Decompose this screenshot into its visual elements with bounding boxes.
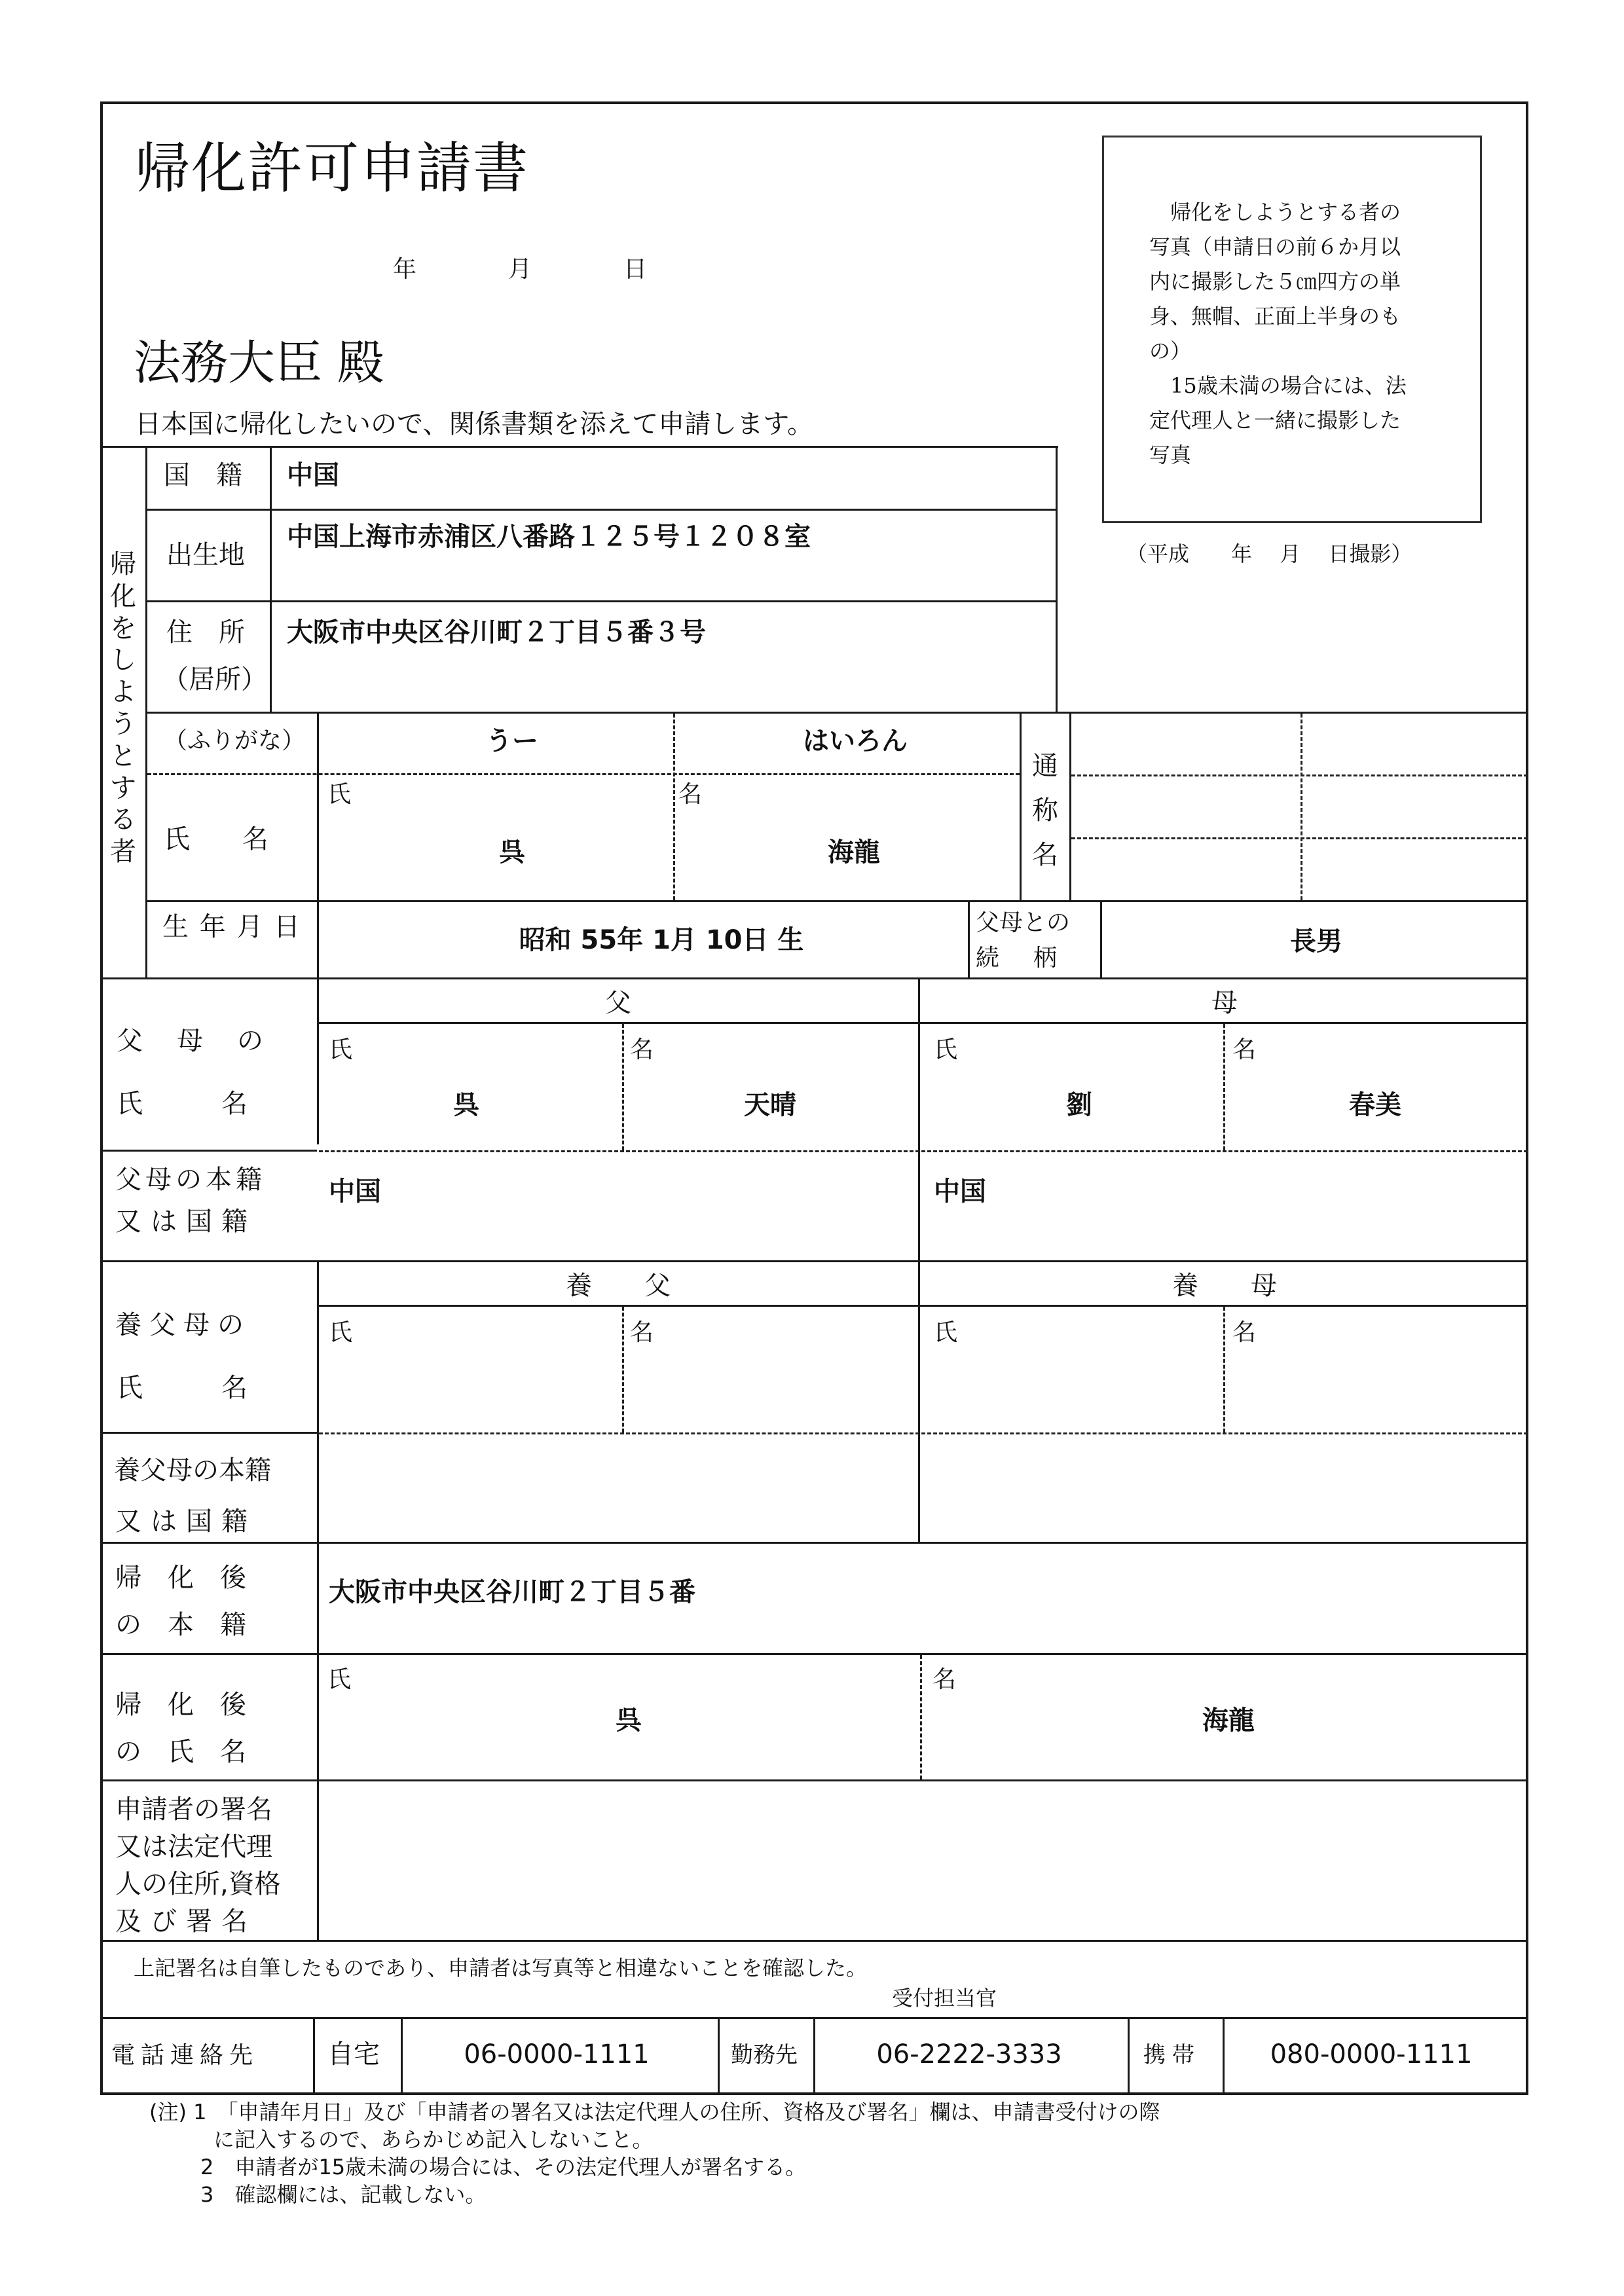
rule [317,712,319,1144]
photo-instructions: 帰化をしようとする者の 写真（申請日の前６か月以 内に撮影した５㎝四方の単 身、無帽、正面上半身のも の） 15歳未満の場合には、法 定代理人と一緒に撮影した 写真 [1149,200,1407,467]
rule [317,1022,1528,1024]
rule [100,1653,1528,1655]
date-month-label: 月 [508,256,532,283]
rule [718,2017,720,2094]
work-phone-label: 勤務先 [731,2042,798,2068]
birthplace-value[interactable]: 中国上海市赤浦区八番路１２５号１２０８室 [287,522,811,552]
adoptive-father-header: 養 父 [566,1271,671,1301]
form-border-right [1526,101,1528,2095]
after-domicile-label-2: の 本 籍 [115,1610,246,1640]
note-3: 3 確認欄には、記載しない。 [200,2182,487,2207]
dashed-rule [1071,774,1528,776]
rule [100,1779,1528,1781]
mother-domicile-value[interactable]: 中国 [934,1176,986,1207]
note-2: 2 申請者が15歳未満の場合には、その法定代理人が署名する。 [200,2155,807,2179]
relation-value[interactable]: 長男 [1290,926,1342,957]
rule [100,1432,317,1434]
rule [145,900,1528,902]
father-family-label: 氏 [329,1036,353,1063]
adoptive-father-given-label: 名 [630,1319,654,1346]
adoptive-domicile-label-2: 又は国籍 [115,1506,257,1537]
nationality-label: 国 籍 [164,460,242,490]
after-family-value[interactable]: 呉 [616,1705,642,1736]
rule [100,977,1528,979]
address-label: 住 所 [166,617,245,647]
confirmation-text: 上記署名は自筆したものであり、申請者は写真等と相違ないことを確認した。 [134,1956,868,1980]
dashed-rule [622,1307,624,1432]
adoptive-mother-family-field[interactable] [923,1349,1219,1427]
dashed-rule [673,714,675,900]
rule [145,509,1058,511]
mother-given-label: 名 [1232,1036,1257,1063]
rule [1100,900,1102,979]
rule [1056,446,1058,714]
rule [1020,712,1022,902]
father-given-value[interactable]: 天晴 [744,1090,796,1120]
rule [100,1150,317,1152]
adoptive-names-label-1: 養父母の [115,1310,251,1340]
parents-names-label-1: 父 母 の [117,1026,267,1056]
rule [1128,2017,1130,2094]
after-given-label: 名 [932,1666,957,1693]
contact-label: 電話連絡先 [111,2042,259,2069]
mobile-phone-label: 携帯 [1143,2042,1201,2068]
parents-domicile-label-1: 父母の本籍 [115,1165,266,1195]
after-name-label-2: の 氏 名 [115,1737,246,1767]
applicant-section-label: 帰化をしようとする者 [110,549,136,867]
after-given-value[interactable]: 海龍 [1202,1705,1255,1736]
relation-label-2: 続 柄 [976,945,1063,972]
dashed-rule [1223,1024,1225,1150]
adoptive-domicile-label-1: 養父母の本籍 [114,1455,271,1485]
furigana-given[interactable]: はいろん [803,726,908,756]
after-domicile-value[interactable]: 大阪市中央区谷川町２丁目５番 [329,1577,695,1607]
adoptive-mother-header: 養 母 [1172,1271,1277,1301]
rule [270,446,272,713]
application-statement: 日本国に帰化したいので、関係書類を添えて申請します。 [135,409,813,439]
rule [317,1305,1528,1307]
alias-label: 通称名 [1032,751,1058,870]
nationality-value[interactable]: 中国 [287,460,339,490]
dashed-rule [1301,714,1302,900]
furigana-label: （ふりがな） [164,727,306,754]
rule [313,2017,315,2094]
adoptive-names-label-2: 氏 名 [117,1373,248,1403]
adoptive-mother-family-label: 氏 [934,1319,958,1346]
adoptive-mother-given-field[interactable] [1227,1349,1523,1427]
adoptive-father-family-field[interactable] [321,1349,619,1427]
dashed-rule [319,1432,1528,1434]
date-day-label: 日 [623,256,648,283]
given-name-value[interactable]: 海龍 [828,837,880,867]
mobile-phone-value[interactable]: 080-0000-1111 [1270,2039,1473,2069]
note-1b: に記入するので、あらかじめ記入しないこと。 [213,2127,654,2152]
father-header: 父 [605,988,631,1018]
dashed-rule [1071,837,1528,839]
photo-date-caption: （平成 年 月 日撮影） [1126,541,1412,566]
family-name-label: 氏 [327,781,352,808]
birthdate-value[interactable]: 昭和 55年 1月 10日 生 [519,925,804,955]
rule [968,900,970,979]
adoptive-father-given-field[interactable] [626,1349,914,1427]
adoptive-mother-given-label: 名 [1232,1319,1257,1346]
furigana-family[interactable]: うー [486,726,538,756]
father-domicile-value[interactable]: 中国 [329,1176,381,1207]
relation-label-1: 父母との [976,909,1071,936]
signature-label: 申請者の署名 又は法定代理 人の住所,資格 及び署名 [115,1795,281,1937]
form-title: 帰化許可申請書 [135,136,530,200]
address-value[interactable]: 大阪市中央区谷川町２丁目５番３号 [287,617,706,647]
addressee: 法務大臣 殿 [134,335,384,390]
rule [100,1940,1528,1942]
mother-family-label: 氏 [934,1036,958,1063]
rule [1223,2017,1225,2094]
given-name-label: 名 [678,781,703,808]
dashed-rule [147,773,1020,775]
family-name-value[interactable]: 呉 [499,837,525,867]
dashed-rule [1223,1307,1225,1432]
name-label: 氏 名 [164,824,268,854]
parents-domicile-label-2: 又は国籍 [115,1207,257,1237]
mother-family-value[interactable]: 劉 [1066,1090,1092,1120]
adoptive-father-family-label: 氏 [329,1319,353,1346]
dashed-rule [622,1024,624,1150]
rule [145,600,1058,602]
after-domicile-label-1: 帰 化 後 [115,1563,246,1593]
rule [317,1260,319,1941]
after-family-label: 氏 [327,1666,352,1693]
home-phone-label: 自宅 [327,2039,380,2069]
dashed-rule [319,1150,1528,1152]
form-border-left [100,101,103,2095]
rule [813,2017,815,2094]
parents-names-label-2: 氏 名 [117,1089,248,1119]
adoptive-mother-domicile-field[interactable] [923,1436,1523,1540]
rule [100,1260,1528,1262]
birthplace-label: 出生地 [166,540,245,570]
rule [401,2017,403,2094]
rule [100,446,1058,448]
dashed-rule [920,1655,922,1779]
form-border-top [100,101,1528,104]
father-family-value[interactable]: 呉 [453,1090,479,1120]
signature-field[interactable] [321,1783,1523,1938]
date-year-label: 年 [393,256,417,283]
mother-given-value[interactable]: 春美 [1349,1090,1401,1120]
rule [1069,712,1071,902]
birthdate-label: 生年月日 [162,912,300,942]
rule [145,712,1528,714]
adoptive-father-domicile-field[interactable] [321,1436,915,1540]
rule [100,1542,1528,1544]
address-sub-label: （居所） [162,665,267,695]
note-1a: (注) 1 「申請年月日」及び「申請者の署名又は法定代理人の住所、資格及び署名」欄は、申請書受付けの際 [149,2100,1160,2124]
home-phone-value[interactable]: 06-0000-1111 [464,2039,650,2069]
father-given-label: 名 [630,1036,654,1063]
mother-header: 母 [1211,988,1238,1018]
work-phone-value[interactable]: 06-2222-3333 [876,2039,1062,2069]
after-name-label-1: 帰 化 後 [115,1690,246,1720]
reception-officer-label: 受付担当官 [892,1986,997,2011]
